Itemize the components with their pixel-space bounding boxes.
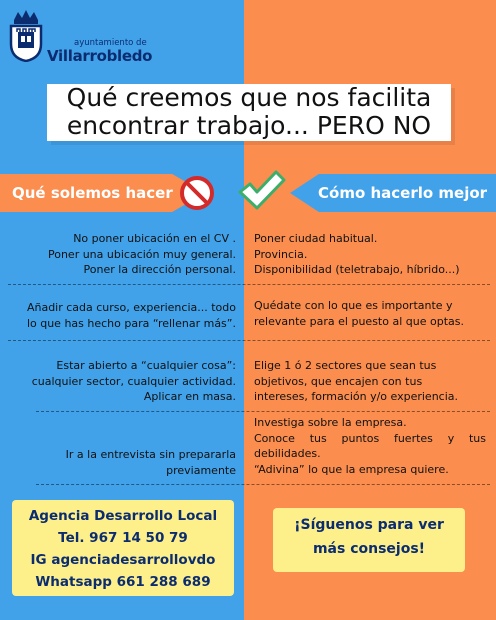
contact-phone: Tel. 967 14 50 79: [58, 530, 188, 546]
row-3-right-line: intereses, formación y/o experiencia.: [254, 390, 459, 403]
row-4-right-line: Conoce tus puntos fuertes y tus: [254, 431, 486, 445]
follow-line-1: ¡Síguenos para ver: [294, 517, 444, 533]
row-3-right-line: objetivos, que encajen con tus: [254, 374, 423, 388]
row-divider: [8, 340, 490, 341]
row-divider: [36, 411, 490, 412]
page-title: [47, 84, 451, 140]
row-4-left-line: previamente: [166, 463, 236, 477]
row-4-right: [254, 415, 486, 477]
checkmark-icon: [236, 170, 286, 212]
brand-name: Villarrobledo: [47, 47, 153, 65]
contact-agency: Agencia Desarrollo Local: [28, 508, 218, 524]
row-1-left-line: No poner ubicación en el CV .: [73, 232, 236, 245]
row-3-right-line: Elige 1 ó 2 sectores que sean tus: [254, 359, 437, 372]
row-divider: [36, 484, 490, 485]
row-3-left-line: cualquier sector, cualquier actividad.: [31, 374, 236, 388]
row-2-left-line: lo que has hecho para “rellenar más”.: [26, 316, 236, 330]
left-header-label: Qué solemos hacer: [12, 184, 173, 202]
row-2-left-line: Añadir cada curso, experiencia... todo: [26, 301, 236, 314]
row-4-left-line: Ir a la entrevista sin prepararla: [65, 448, 236, 461]
row-3-left: [4, 358, 236, 405]
row-1-right: [254, 231, 486, 278]
row-4-left: [4, 447, 236, 478]
row-2-right: [254, 298, 486, 329]
brand-subtitle: ayuntamiento de: [74, 38, 147, 48]
row-4-right-line: debilidades.: [254, 447, 321, 460]
contact-whatsapp: Whatsapp 661 288 689: [35, 574, 211, 590]
title-line-2: encontrar trabajo... PERO NO: [66, 111, 432, 140]
coat-of-arms-icon: [8, 8, 44, 62]
row-2-right-line: Quédate con lo que es importante y: [254, 299, 453, 312]
row-4-right-line: “Adivina” lo que la empresa quiere.: [254, 462, 449, 476]
row-1-right-line: Poner ciudad habitual.: [254, 232, 378, 245]
row-3-right: [254, 358, 486, 405]
row-3-left-line: Estar abierto a “cualquier cosa”:: [56, 359, 236, 372]
row-1-left: [4, 231, 236, 278]
prohibited-icon: [180, 176, 214, 210]
row-3-left-line: Aplicar en masa.: [143, 390, 236, 403]
right-header-label: Cómo hacerlo mejor: [318, 184, 488, 202]
follow-line-2: más consejos!: [312, 541, 426, 557]
row-1-left-line: Poner una ubicación muy general.: [47, 247, 236, 261]
row-4-right-line: Investiga sobre la empresa.: [254, 416, 407, 429]
row-1-right-line: Provincia.: [254, 247, 308, 261]
row-1-right-line: Disponibilidad (teletrabajo, híbrido...): [254, 263, 460, 276]
row-2-left: [4, 300, 236, 331]
row-2-right-line: relevante para el puesto al que optas.: [254, 314, 464, 328]
row-1-left-line: Poner la dirección personal.: [83, 263, 236, 276]
title-box: [47, 84, 451, 141]
title-line-1: Qué creemos que nos facilita: [66, 83, 432, 112]
contact-instagram: IG agenciadesarrollovdo: [30, 552, 216, 568]
row-divider: [8, 284, 490, 285]
